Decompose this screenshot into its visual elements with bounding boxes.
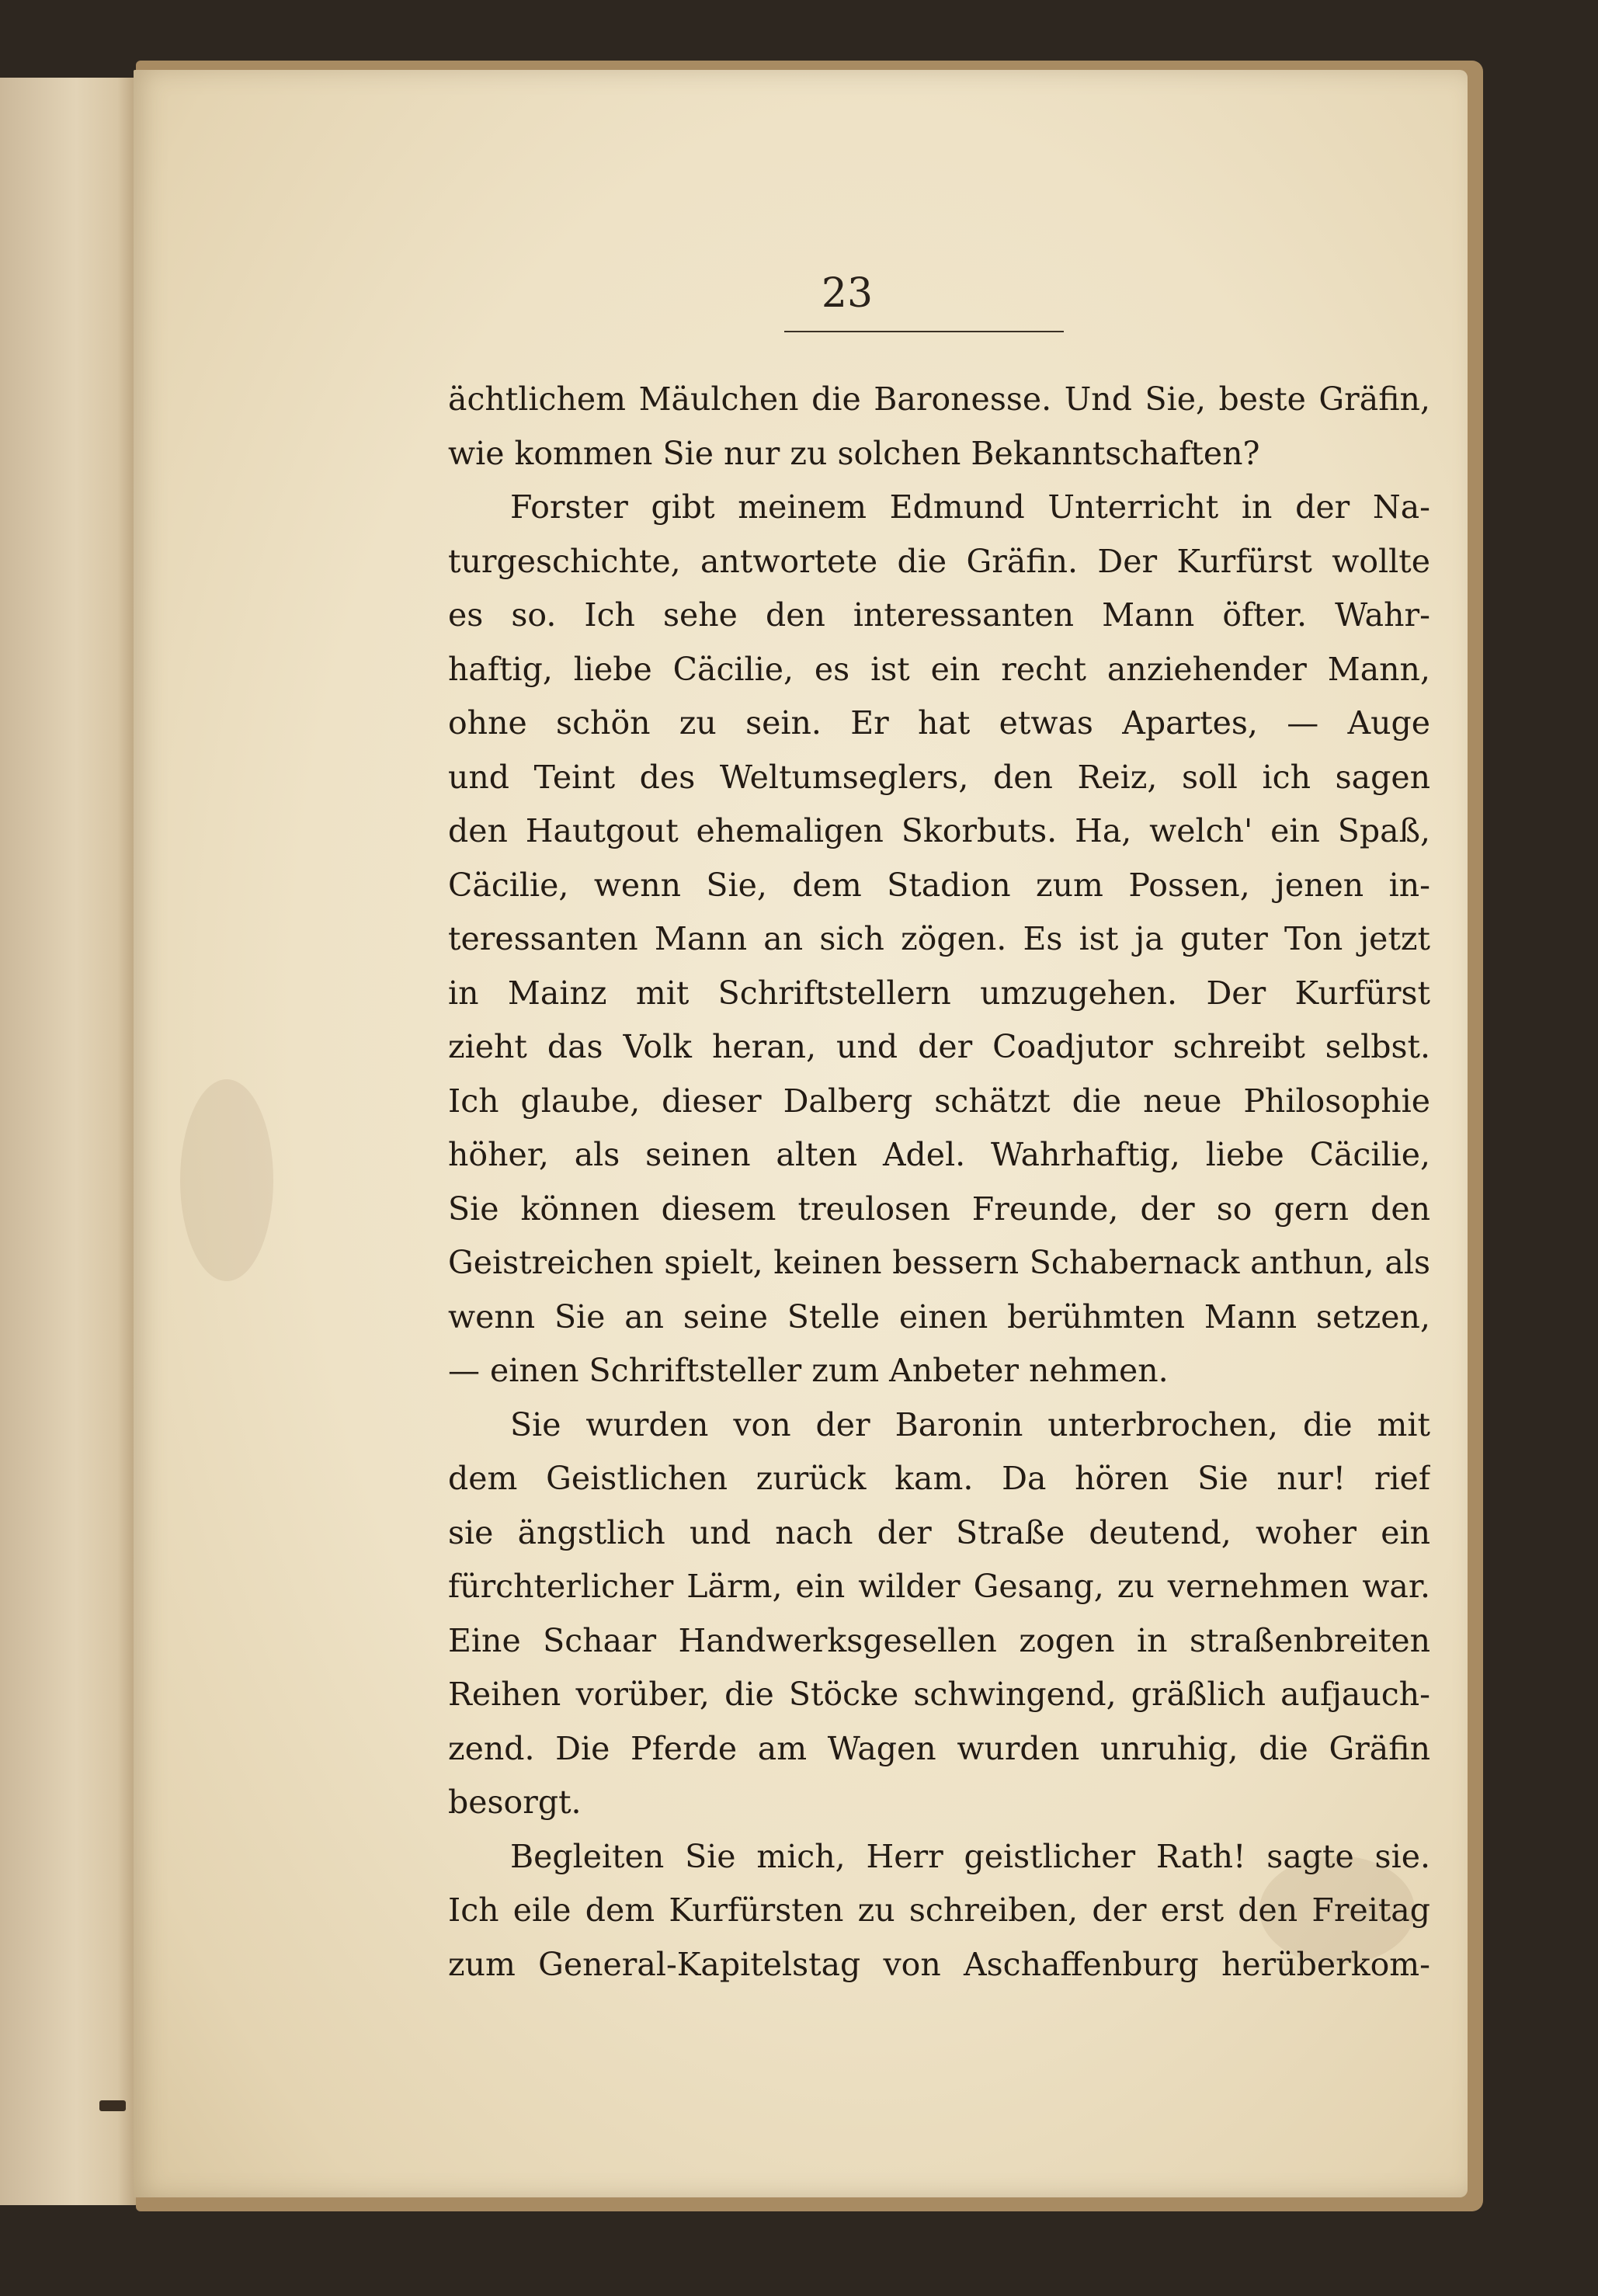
text-line: Ich glaube, dieser Dalberg schätzt die neue Philosophie (448, 1082, 1430, 1120)
text-line: teressanten Mann an sich zögen. Es ist ja guter Ton jetzt (448, 920, 1430, 957)
text-line: Forster gibt meinem Edmund Unterricht in der Na- (510, 488, 1430, 526)
text-line: den Hautgout ehemaligen Skorbuts. Ha, welch' ein Spaß, (448, 812, 1430, 849)
text-line: fürchterlicher Lärm, ein wilder Gesang, zu vernehmen war. (448, 1568, 1430, 1605)
text-line: zend. Die Pferde am Wagen wurden unruhig, die Gräfin (448, 1729, 1430, 1767)
text-line: dem Geistlichen zurück kam. Da hören Sie nur! rief (448, 1460, 1430, 1497)
text-line: Ich eile dem Kurfürsten zu schreiben, der erst den Freitag (448, 1891, 1430, 1929)
paper-stain (180, 1079, 273, 1281)
body-text (448, 373, 1430, 1992)
previous-page-edge (0, 78, 138, 2205)
text-line: wenn Sie an seine Stelle einen berühmten Mann setzen, (448, 1297, 1430, 1336)
text-line: wie kommen Sie nur zu solchen Bekanntschaften? (448, 434, 1260, 472)
text-line: in Mainz mit Schriftstellern umzugehen. Der Kurfürst (448, 974, 1430, 1012)
text-line: zum General-Kapitelstag von Aschaffenburg herüberkom- (448, 1945, 1430, 1983)
text-line: Sie wurden von der Baronin unterbrochen, die mit (510, 1405, 1430, 1443)
text-line: Reihen vorüber, die Stöcke schwingend, gräßlich aufjauch- (448, 1676, 1430, 1713)
text-line: sie ängstlich und nach der Straße deutend, woher ein (448, 1513, 1430, 1551)
text-line: haftig, liebe Cäcilie, es ist ein recht anziehender Mann, (448, 650, 1430, 688)
text-line: es so. Ich sehe den interessanten Mann öfter. Wahr- (448, 596, 1430, 634)
text-line: Begleiten Sie mich, Herr geistlicher Rath! sagte sie. (510, 1837, 1430, 1875)
text-line: höher, als seinen alten Adel. Wahrhaftig, liebe Cäcilie, (448, 1136, 1430, 1173)
text-line: — einen Schriftsteller zum Anbeter nehmen. (448, 1352, 1169, 1389)
text-line: besorgt. (448, 1784, 582, 1821)
binding-mark (99, 2100, 126, 2111)
book-page (134, 70, 1468, 2197)
text-line: ohne schön zu sein. Er hat etwas Apartes, — Auge (448, 704, 1430, 742)
header-rule (784, 331, 1064, 332)
text-line: Cäcilie, wenn Sie, dem Stadion zum Possen, jenen in- (448, 866, 1430, 904)
text-line: turgeschichte, antwortete die Gräfin. Der Kurfürst wollte (448, 542, 1430, 580)
text-line: Eine Schaar Handwerksgesellen zogen in straßenbreiten (448, 1621, 1430, 1659)
text-line: zieht das Volk heran, und der Coadjutor schreibt selbst. (448, 1028, 1430, 1065)
text-line: Sie können diesem treulosen Freunde, der so gern den (448, 1190, 1430, 1228)
text-line: Geistreichen spielt, keinen bessern Schabernack anthun, als (448, 1244, 1430, 1281)
text-line: und Teint des Weltumseglers, den Reiz, soll ich sagen (448, 758, 1430, 796)
text-line: ächtlichem Mäulchen die Baronesse. Und Sie, beste Gräfin, (448, 380, 1430, 418)
page-number: 23 (821, 270, 874, 317)
